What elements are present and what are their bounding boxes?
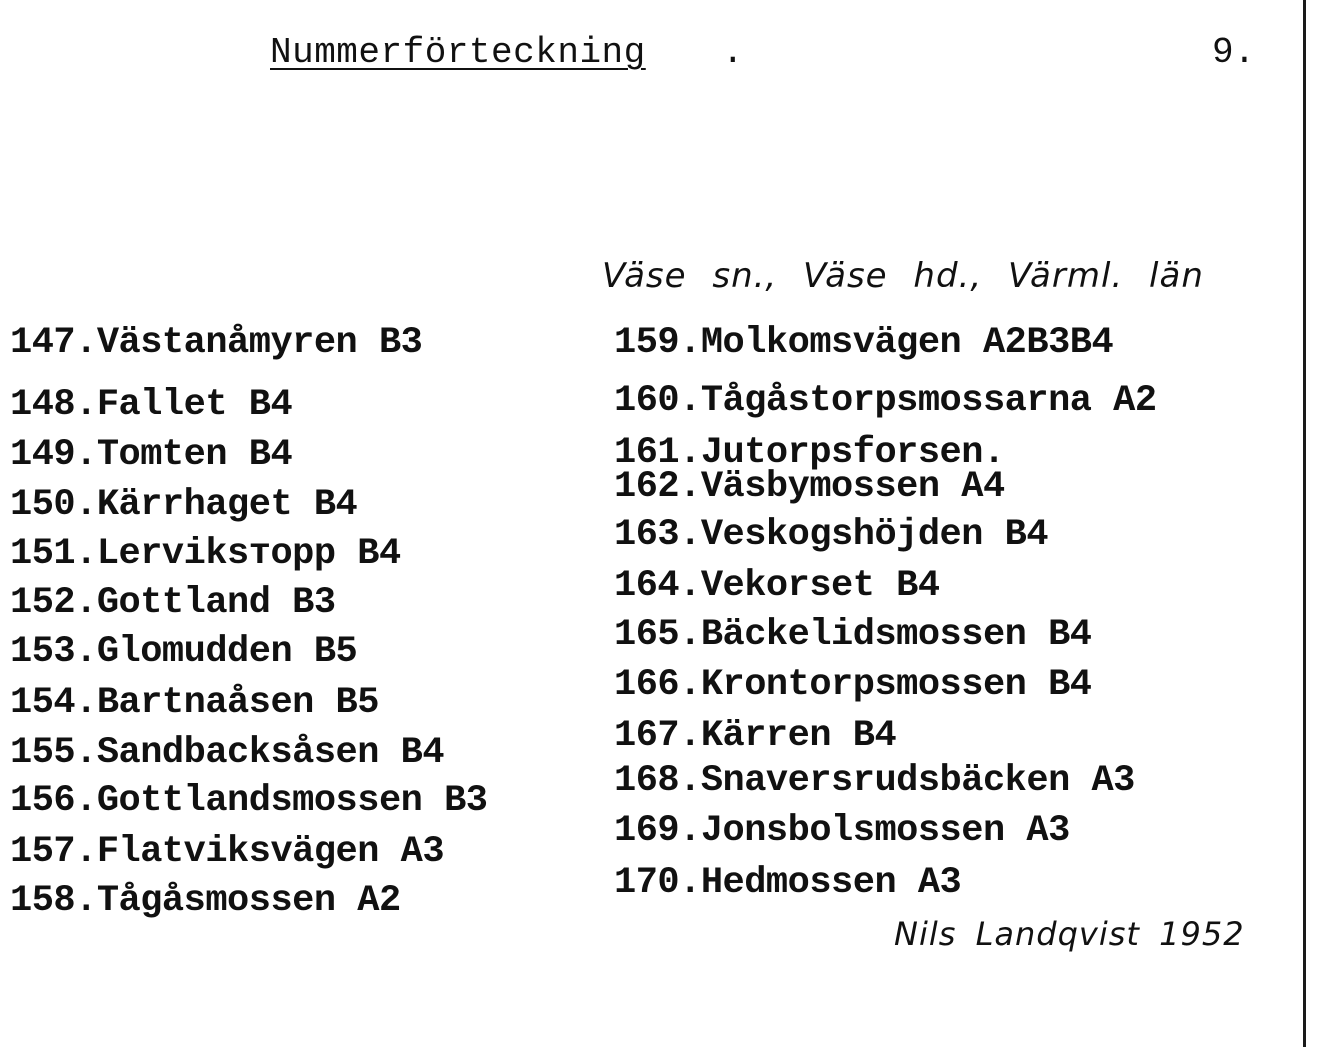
list-item: 147.Västanåmyren B3 (10, 322, 423, 364)
list-item: 150.Kärrhaget B4 (10, 484, 358, 526)
list-item: 170.Hedmossen A3 (614, 862, 962, 904)
list-item: 152.Gottland B3 (10, 582, 336, 624)
list-item: 158.Tågåsmossen A2 (10, 880, 401, 922)
list-item: 151.Lerviksторp B4 (10, 533, 401, 575)
list-item: 157.Flatviksvägen A3 (10, 831, 445, 873)
list-item: 155.Sandbacksåsen B4 (10, 732, 445, 774)
list-item: 167.Kärren B4 (614, 715, 897, 757)
list-item: 168.Snaversrudsbäcken A3 (614, 760, 1135, 802)
list-item: 153.Glomudden B5 (10, 631, 358, 673)
author-signature: Nils Landqvist 1952 (894, 915, 1245, 953)
list-item: 161.Jutorpsforsen. (614, 432, 1005, 474)
list-item: 149.Tomten B4 (10, 434, 293, 476)
page-title-dot: . (722, 32, 744, 73)
list-item: 160.Tågåstorpsmossarna A2 (614, 380, 1157, 422)
list-item: 162.Väsbymossen A4 (614, 466, 1005, 508)
list-item: 159.Molkomsvägen A2B3B4 (614, 322, 1114, 364)
location-heading: Väse sn., Väse hd., Värml. län (602, 256, 1204, 296)
list-item: 165.Bäckelidsmossen B4 (614, 614, 1092, 656)
list-item: 166.Krontorpsmossen B4 (614, 664, 1092, 706)
page-title: Nummerförteckning (270, 32, 646, 73)
page-edge-rule (1303, 0, 1306, 1047)
list-item: 156.Gottlandsmossen B3 (10, 780, 488, 822)
list-item: 154.Bartnaåsen B5 (10, 682, 379, 724)
list-item: 169.Jonsbolsmossen A3 (614, 810, 1070, 852)
list-item: 164.Vekorset B4 (614, 565, 940, 607)
list-item: 163.Veskogshöjden B4 (614, 514, 1049, 556)
list-item: 148.Fallet B4 (10, 384, 293, 426)
page-number: 9. (1212, 32, 1256, 73)
